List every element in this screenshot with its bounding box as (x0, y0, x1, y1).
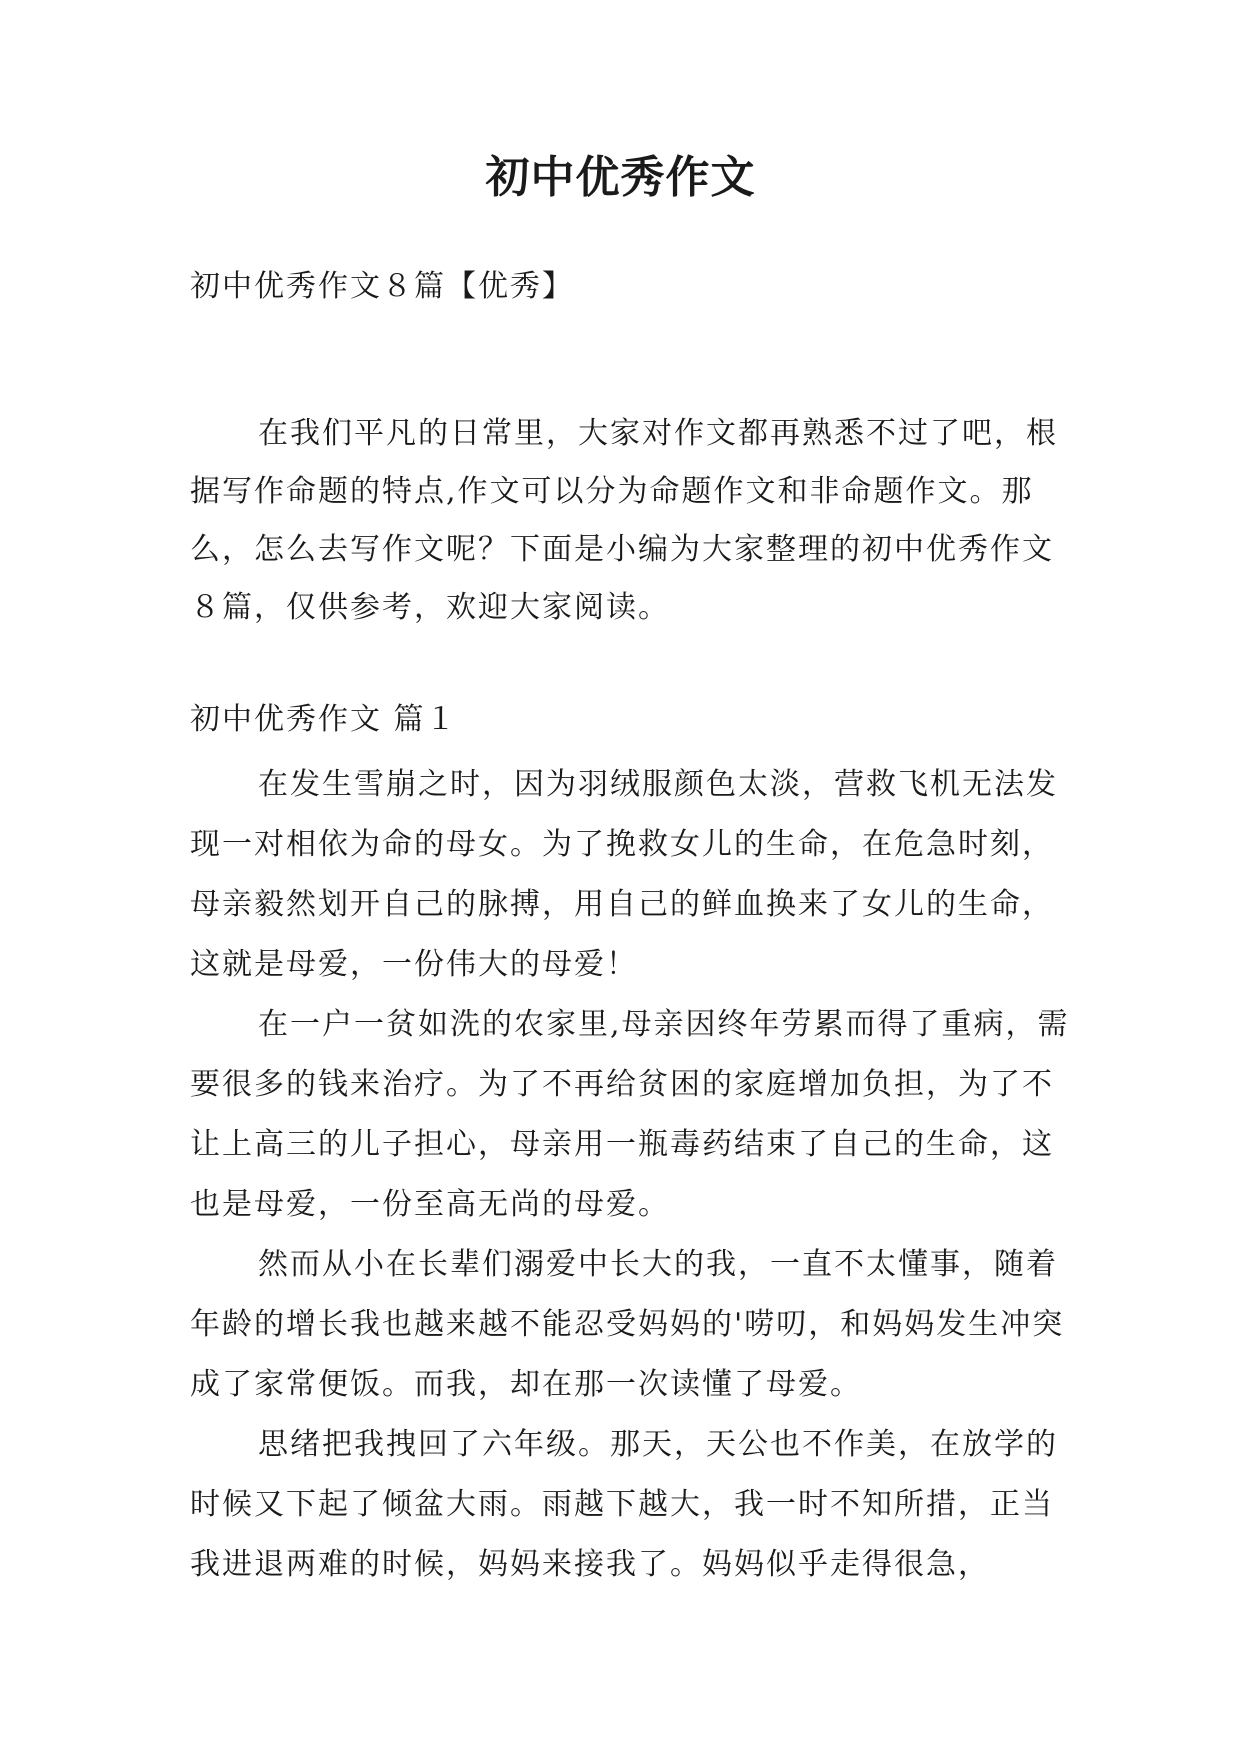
section-heading: 初中优秀作文 篇１ (190, 702, 458, 737)
paragraph: 在发生雪崩之时，因为羽绒服颜色太淡，营救飞机无法发现一对相依为命的母女。为了挽救女儿的生命，在危急时刻，母亲毅然划开自己的脉搏，用自己的鲜血换来了女儿的生命，这就是母爱，一份伟大的母爱！ (190, 767, 1058, 982)
section-body (190, 755, 1070, 1595)
document-title: 初中优秀作文 (485, 152, 756, 203)
intro-paragraph: 在我们平凡的日常里，大家对作文都再熟悉不过了吧，根据写作命题的特点,作文可以分为命题作文和非命题作文。那么，怎么去写作文呢？下面是小编为大家整理的初中优秀作文８篇，仅供参考，欢迎大家阅读。 (190, 416, 1058, 625)
paragraph: 思绪把我拽回了六年级。那天，天公也不作美，在放学的时候又下起了倾盆大雨。雨越下越大，我一时不知所措，正当我进退两难的时候，妈妈来接我了。妈妈似乎走得很急， (190, 1427, 1058, 1582)
document-subtitle: 初中优秀作文８篇【优秀】 (190, 269, 574, 304)
paragraph: 在一户一贫如洗的农家里,母亲因终年劳累而得了重病，需要很多的钱来治疗。为了不再给贫困的家庭增加负担，为了不让上高三的儿子担心，母亲用一瓶毒药结束了自己的生命，这也是母爱，一份至高无尚的母爱。 (190, 1007, 1070, 1222)
paragraph: 然而从小在长辈们溺爱中长大的我，一直不太懂事，随着年龄的增长我也越来越不能忍受妈妈的'唠叨，和妈妈发生冲突成了家常便饭。而我，却在那一次读懂了母爱。 (190, 1247, 1065, 1402)
